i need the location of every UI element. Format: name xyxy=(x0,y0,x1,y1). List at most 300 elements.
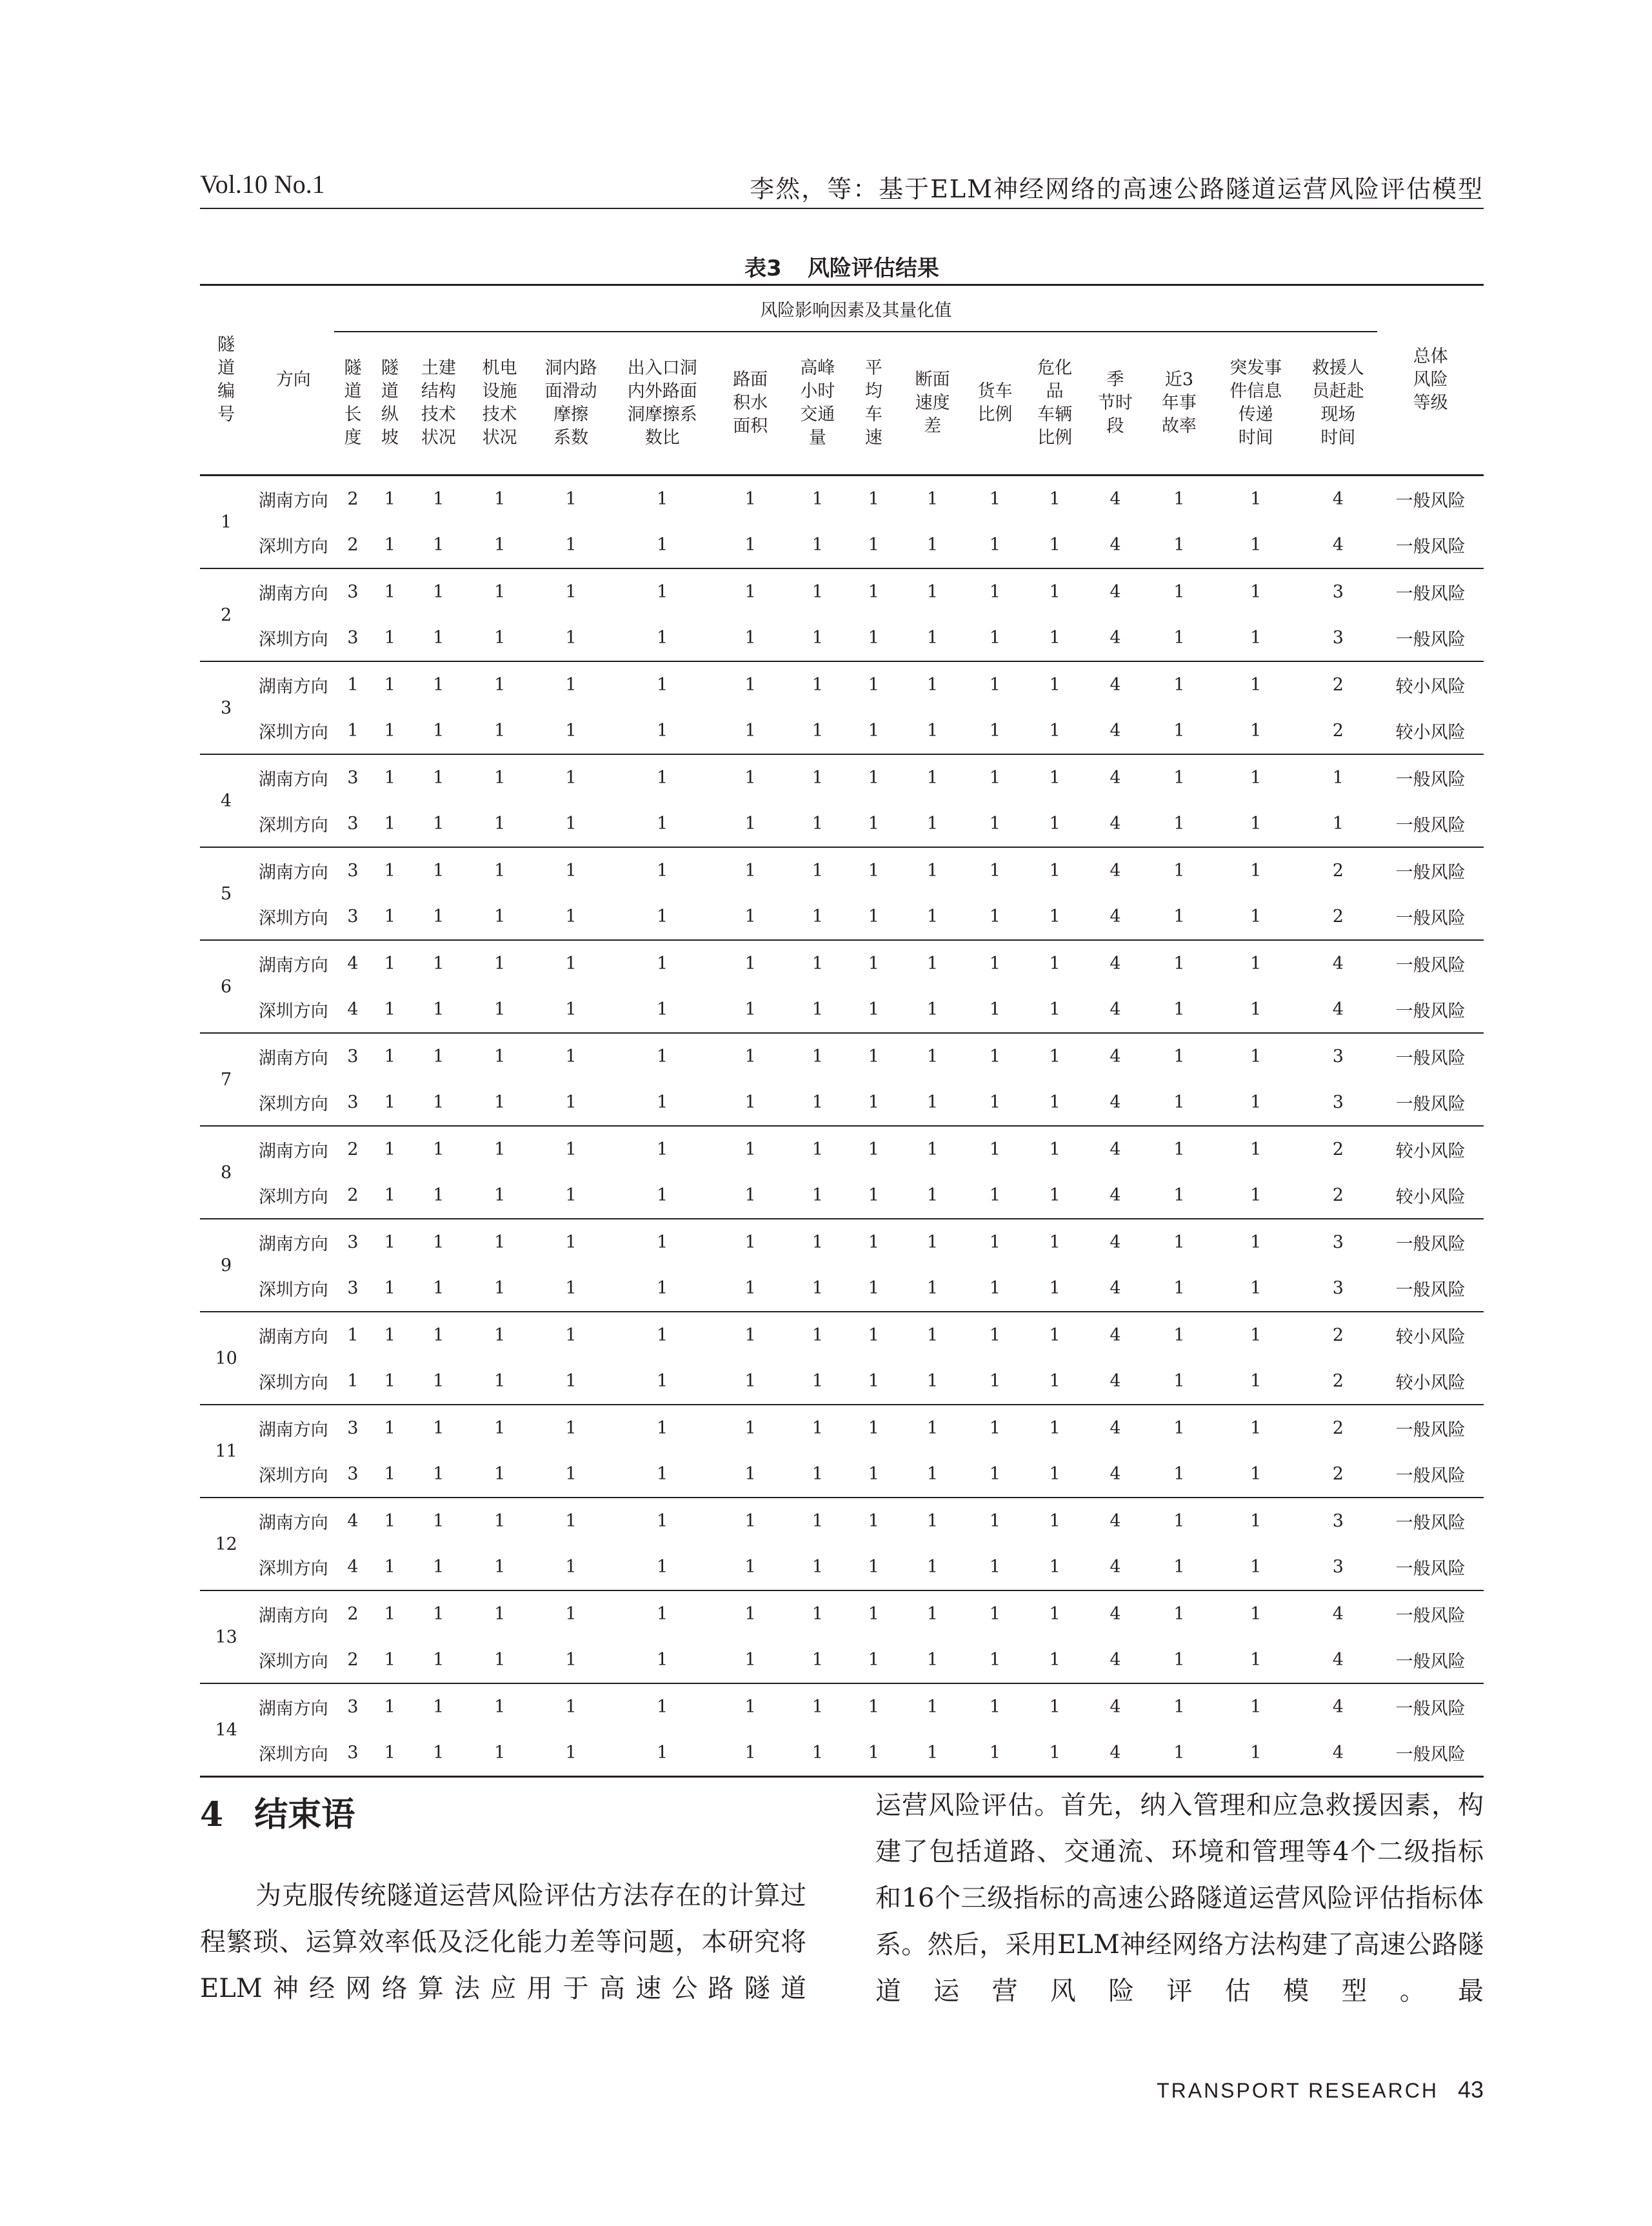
factor-value-cell: 3 xyxy=(1299,1079,1377,1126)
factor-value-cell: 4 xyxy=(1110,489,1121,509)
factor-value-cell: 1 xyxy=(1049,1232,1060,1252)
risk-level-cell: 一般风险 xyxy=(1395,770,1466,790)
table-body xyxy=(200,476,1484,1777)
factor-value-cell: 1 xyxy=(433,1139,444,1159)
section-heading xyxy=(200,1787,355,1836)
factor-value-cell: 1 xyxy=(1213,894,1299,940)
factor-value-cell: 1 xyxy=(788,1730,848,1777)
factor-value-cell: 1 xyxy=(494,1697,506,1717)
factor-value-cell: 1 xyxy=(848,1172,899,1219)
factor-value-cell: 1 xyxy=(1049,1047,1060,1067)
factor-value-cell: 3 xyxy=(334,801,371,847)
factor-value-cell: 1 xyxy=(989,1697,1001,1717)
factor-value-cell: 1 xyxy=(848,1265,899,1312)
direction-cell: 湖南方向 xyxy=(258,1327,328,1347)
header-factor: 出入口洞 内外路面 洞摩擦系 数比 xyxy=(612,332,713,476)
factor-value-cell: 1 xyxy=(989,954,1001,974)
factor-value-cell: 1 xyxy=(989,582,1001,602)
tunnel-id-cell: 2 xyxy=(200,568,252,661)
factor-value-cell: 1 xyxy=(848,708,899,754)
risk-level-cell: 一般风险 xyxy=(1377,1544,1484,1590)
factor-value-cell: 1 xyxy=(372,1079,408,1126)
factor-value-cell: 1 xyxy=(848,615,899,661)
risk-level-cell: 一般风险 xyxy=(1395,1234,1466,1254)
risk-level-cell: 较小风险 xyxy=(1377,1358,1484,1405)
factor-value-cell: 1 xyxy=(926,675,939,695)
page-footer xyxy=(1157,2076,1484,2103)
factor-value-cell: 1 xyxy=(408,894,469,940)
factor-value-cell: 1 xyxy=(1299,801,1377,847)
factor-value-cell: 1 xyxy=(565,1697,577,1717)
factor-value-cell: 1 xyxy=(657,675,668,695)
factor-value-cell: 1 xyxy=(811,675,824,695)
factor-value-cell: 1 xyxy=(1173,768,1185,788)
factor-value-cell: 1 xyxy=(1173,675,1185,695)
factor-value-cell: 1 xyxy=(657,1232,668,1252)
factor-value-cell: 4 xyxy=(1110,1511,1121,1531)
factor-value-cell: 1 xyxy=(469,1079,531,1126)
table-row xyxy=(200,1683,1484,1730)
factor-value-cell: 1 xyxy=(372,522,408,568)
factor-value-cell: 1 xyxy=(1049,1697,1060,1717)
factor-value-cell: 1 xyxy=(1024,522,1085,568)
factor-value-cell: 1 xyxy=(848,801,899,847)
factor-value-cell: 1 xyxy=(384,1697,395,1717)
factor-value-cell: 4 xyxy=(1085,1265,1146,1312)
risk-level-cell: 较小风险 xyxy=(1395,677,1466,697)
tunnel-id-cell: 13 xyxy=(200,1590,252,1683)
factor-value-cell: 1 xyxy=(811,489,824,509)
factor-value-cell: 1 xyxy=(565,1047,577,1067)
factor-value-cell: 1 xyxy=(1173,489,1185,509)
header-row-top xyxy=(200,285,1484,332)
factor-value-cell: 1 xyxy=(1049,768,1060,788)
factor-value-cell: 1 xyxy=(1250,489,1262,509)
factor-value-cell: 1 xyxy=(926,768,939,788)
factor-value-cell: 3 xyxy=(347,1232,359,1252)
factor-value-cell: 4 xyxy=(1110,1325,1121,1345)
factor-value-cell: 1 xyxy=(1250,675,1262,695)
factor-value-cell: 1 xyxy=(1024,1637,1085,1683)
factor-value-cell: 4 xyxy=(1085,615,1146,661)
factor-value-cell: 3 xyxy=(347,768,359,788)
direction-cell: 深圳方向 xyxy=(252,1544,334,1590)
direction-cell: 深圳方向 xyxy=(252,987,334,1033)
factor-value-cell: 1 xyxy=(744,1697,756,1717)
factor-value-cell: 3 xyxy=(334,1079,371,1126)
factor-value-cell: 1 xyxy=(384,1418,395,1438)
factor-value-cell: 4 xyxy=(1110,768,1121,788)
direction-cell: 湖南方向 xyxy=(258,1513,328,1533)
factor-value-cell: 1 xyxy=(565,1232,577,1252)
factor-value-cell: 1 xyxy=(469,1730,531,1777)
factor-value-cell: 4 xyxy=(1085,1079,1146,1126)
factor-value-cell: 1 xyxy=(713,615,788,661)
factor-value-cell: 1 xyxy=(494,1047,506,1067)
factor-value-cell: 1 xyxy=(868,954,880,974)
risk-level-cell: 较小风险 xyxy=(1377,708,1484,754)
factor-value-cell: 1 xyxy=(966,708,1025,754)
factor-value-cell: 3 xyxy=(347,861,359,881)
risk-level-cell: 一般风险 xyxy=(1377,1451,1484,1498)
factor-value-cell: 1 xyxy=(989,861,1001,881)
factor-value-cell: 4 xyxy=(1110,582,1121,602)
factor-value-cell: 1 xyxy=(989,675,1001,695)
direction-cell: 湖南方向 xyxy=(258,863,328,883)
factor-value-cell: 1 xyxy=(657,1139,668,1159)
footer-journal-name: TRANSPORT RESEARCH xyxy=(1157,2079,1438,2102)
factor-value-cell: 1 xyxy=(531,1544,612,1590)
direction-cell: 湖南方向 xyxy=(258,956,328,976)
factor-value-cell: 1 xyxy=(408,522,469,568)
running-head-volume: Vol.10 No.1 xyxy=(200,170,325,199)
factor-value-cell: 1 xyxy=(384,1047,395,1067)
factor-value-cell: 3 xyxy=(1299,1544,1377,1590)
factor-value-cell: 1 xyxy=(1213,1637,1299,1683)
factor-value-cell: 1 xyxy=(408,801,469,847)
header-factor: 隧 道 纵 坡 xyxy=(372,332,408,476)
factor-value-cell: 1 xyxy=(848,1544,899,1590)
table-row xyxy=(200,1637,1484,1683)
factor-value-cell: 4 xyxy=(1085,1172,1146,1219)
factor-value-cell: 1 xyxy=(900,615,966,661)
factor-value-cell: 1 xyxy=(811,1139,824,1159)
header-rule xyxy=(200,208,1484,209)
direction-cell: 湖南方向 xyxy=(258,770,328,790)
factor-value-cell: 2 xyxy=(347,1139,359,1159)
factor-value-cell: 1 xyxy=(531,1451,612,1498)
table-row xyxy=(200,847,1484,894)
risk-level-cell: 一般风险 xyxy=(1377,1079,1484,1126)
page-number: 43 xyxy=(1457,2076,1484,2103)
factor-value-cell: 1 xyxy=(989,1418,1001,1438)
factor-value-cell: 1 xyxy=(565,768,577,788)
factor-value-cell: 1 xyxy=(788,1079,848,1126)
tunnel-id-cell: 12 xyxy=(200,1498,252,1590)
factor-value-cell: 4 xyxy=(1110,1047,1121,1067)
factor-value-cell: 1 xyxy=(1024,1079,1085,1126)
factor-value-cell: 1 xyxy=(494,1511,506,1531)
tunnel-id-cell: 6 xyxy=(200,940,252,1033)
header-factor: 隧 道 长 度 xyxy=(334,332,371,476)
header-factor: 路面 积水 面积 xyxy=(713,332,788,476)
factor-value-cell: 1 xyxy=(926,489,939,509)
factor-value-cell: 4 xyxy=(1110,861,1121,881)
factor-value-cell: 1 xyxy=(1024,894,1085,940)
factor-value-cell: 3 xyxy=(1332,1047,1344,1067)
factor-value-cell: 3 xyxy=(334,615,371,661)
factor-value-cell: 1 xyxy=(868,861,880,881)
factor-value-cell: 3 xyxy=(334,1265,371,1312)
factor-value-cell: 1 xyxy=(433,675,444,695)
factor-value-cell: 1 xyxy=(1250,1139,1262,1159)
factor-value-cell: 1 xyxy=(989,1232,1001,1252)
factor-value-cell: 3 xyxy=(1332,1232,1344,1252)
factor-value-cell: 2 xyxy=(1332,675,1344,695)
factor-value-cell: 1 xyxy=(1146,1079,1213,1126)
risk-level-cell: 较小风险 xyxy=(1395,1327,1466,1347)
factor-value-cell: 1 xyxy=(1024,1451,1085,1498)
factor-value-cell: 1 xyxy=(966,1358,1025,1405)
header-factor: 断面 速度 差 xyxy=(900,332,966,476)
factor-value-cell: 1 xyxy=(848,522,899,568)
factor-value-cell: 1 xyxy=(926,582,939,602)
factor-value-cell: 1 xyxy=(744,489,756,509)
running-head-article-title: 李然，等：基于ELM神经网络的高速公路隧道运营风险评估模型 xyxy=(750,175,1484,203)
factor-value-cell: 4 xyxy=(347,1511,359,1531)
factor-value-cell: 1 xyxy=(926,1511,939,1531)
header-row-factors xyxy=(200,332,1484,476)
factor-value-cell: 1 xyxy=(966,894,1025,940)
factor-value-cell: 1 xyxy=(565,954,577,974)
factor-value-cell: 1 xyxy=(966,1172,1025,1219)
factor-value-cell: 1 xyxy=(469,1358,531,1405)
factor-value-cell: 1 xyxy=(926,1604,939,1624)
risk-level-cell: 一般风险 xyxy=(1395,584,1466,604)
risk-level-cell: 一般风险 xyxy=(1395,1513,1466,1533)
factor-value-cell: 1 xyxy=(811,954,824,974)
direction-cell: 湖南方向 xyxy=(258,1141,328,1161)
factor-value-cell: 4 xyxy=(1085,987,1146,1033)
factor-value-cell: 1 xyxy=(1146,1637,1213,1683)
factor-value-cell: 1 xyxy=(900,1451,966,1498)
factor-value-cell: 1 xyxy=(384,1325,395,1345)
factor-value-cell: 1 xyxy=(788,1544,848,1590)
factor-value-cell: 1 xyxy=(372,1730,408,1777)
factor-value-cell: 1 xyxy=(1213,1172,1299,1219)
factor-value-cell: 1 xyxy=(372,1637,408,1683)
tunnel-id-cell: 9 xyxy=(200,1219,252,1312)
body-paragraph-left: 为克服传统隧道运营风险评估方法存在的计算过程繁琐、运算效率低及泛化能力差等问题，本研究将ELM神经网络算法应用于高速公路隧道 xyxy=(200,1881,806,2003)
tunnel-id-cell: 14 xyxy=(200,1683,252,1777)
risk-level-cell: 一般风险 xyxy=(1395,1420,1466,1440)
header-total-risk-level: 总体 风险 等级 xyxy=(1377,285,1484,476)
body-paragraph-right: 运营风险评估。首先，纳入管理和应急救援因素，构建了包括道路、交通流、环境和管理等4个二级指标和16个三级指标的高速公路隧道运营风险评估指标体系。然后，采用ELM神经网络方法构建了高速公路隧道运营风险评估模型。最 xyxy=(875,1790,1484,2006)
factor-value-cell: 1 xyxy=(1250,768,1262,788)
factor-value-cell: 1 xyxy=(744,675,756,695)
risk-assessment-table xyxy=(200,284,1484,1778)
factor-value-cell: 4 xyxy=(1110,675,1121,695)
factor-value-cell: 1 xyxy=(811,1697,824,1717)
factor-value-cell: 1 xyxy=(433,582,444,602)
factor-value-cell: 1 xyxy=(713,1637,788,1683)
factor-value-cell: 2 xyxy=(1299,1451,1377,1498)
factor-value-cell: 1 xyxy=(1213,987,1299,1033)
factor-value-cell: 1 xyxy=(744,1511,756,1531)
factor-value-cell: 1 xyxy=(1146,1265,1213,1312)
factor-value-cell: 1 xyxy=(1250,1511,1262,1531)
factor-value-cell: 1 xyxy=(868,489,880,509)
risk-level-cell: 一般风险 xyxy=(1395,863,1466,883)
factor-value-cell: 1 xyxy=(408,1637,469,1683)
factor-value-cell: 1 xyxy=(788,1637,848,1683)
risk-level-cell: 一般风险 xyxy=(1377,987,1484,1033)
factor-value-cell: 2 xyxy=(1332,1325,1344,1345)
factor-value-cell: 1 xyxy=(384,582,395,602)
factor-value-cell: 3 xyxy=(1332,1511,1344,1531)
factor-value-cell: 1 xyxy=(372,1544,408,1590)
factor-value-cell: 1 xyxy=(372,615,408,661)
factor-value-cell: 1 xyxy=(868,1511,880,1531)
factor-value-cell: 3 xyxy=(347,582,359,602)
factor-value-cell: 3 xyxy=(334,1451,371,1498)
factor-value-cell: 1 xyxy=(966,522,1025,568)
factor-value-cell: 1 xyxy=(1213,801,1299,847)
factor-value-cell: 1 xyxy=(788,801,848,847)
table-row xyxy=(200,615,1484,661)
factor-value-cell: 2 xyxy=(1299,894,1377,940)
factor-value-cell: 1 xyxy=(372,1265,408,1312)
factor-value-cell: 1 xyxy=(433,1418,444,1438)
factor-value-cell: 1 xyxy=(713,1172,788,1219)
header-tunnel-id: 隧 道 编 号 xyxy=(200,285,252,476)
table-row xyxy=(200,1451,1484,1498)
factor-value-cell: 4 xyxy=(1299,1637,1377,1683)
table-row xyxy=(200,1265,1484,1312)
factor-value-cell: 1 xyxy=(811,1418,824,1438)
risk-level-cell: 较小风险 xyxy=(1377,1172,1484,1219)
factor-value-cell: 1 xyxy=(657,954,668,974)
factor-value-cell: 1 xyxy=(926,1697,939,1717)
direction-cell: 湖南方向 xyxy=(258,1234,328,1254)
factor-value-cell: 1 xyxy=(408,1079,469,1126)
factor-value-cell: 1 xyxy=(744,1139,756,1159)
factor-value-cell: 1 xyxy=(989,1047,1001,1067)
factor-value-cell: 1 xyxy=(1146,987,1213,1033)
factor-value-cell: 1 xyxy=(868,1697,880,1717)
factor-value-cell: 1 xyxy=(657,1511,668,1531)
factor-value-cell: 1 xyxy=(900,1544,966,1590)
factor-value-cell: 4 xyxy=(1110,1697,1121,1717)
factor-value-cell: 1 xyxy=(1049,1604,1060,1624)
factor-value-cell: 1 xyxy=(494,1604,506,1624)
factor-value-cell: 1 xyxy=(469,708,531,754)
factor-value-cell: 1 xyxy=(612,1637,713,1683)
factor-value-cell: 1 xyxy=(811,582,824,602)
factor-value-cell: 1 xyxy=(1250,582,1262,602)
factor-value-cell: 1 xyxy=(1146,801,1213,847)
factor-value-cell: 1 xyxy=(1024,1730,1085,1777)
factor-value-cell: 1 xyxy=(372,708,408,754)
factor-value-cell: 1 xyxy=(433,954,444,974)
factor-value-cell: 1 xyxy=(433,489,444,509)
table-row xyxy=(200,987,1484,1033)
factor-value-cell: 2 xyxy=(347,489,359,509)
factor-value-cell: 1 xyxy=(966,1730,1025,1777)
factor-value-cell: 1 xyxy=(966,1637,1025,1683)
factor-value-cell: 1 xyxy=(494,582,506,602)
factor-value-cell: 1 xyxy=(788,522,848,568)
factor-value-cell: 4 xyxy=(1085,1451,1146,1498)
factor-value-cell: 1 xyxy=(1173,582,1185,602)
factor-value-cell: 1 xyxy=(848,1451,899,1498)
factor-value-cell: 4 xyxy=(1332,489,1344,509)
direction-cell: 湖南方向 xyxy=(258,1699,328,1719)
direction-cell: 深圳方向 xyxy=(252,1079,334,1126)
factor-value-cell: 1 xyxy=(848,1079,899,1126)
factor-value-cell: 1 xyxy=(1049,1139,1060,1159)
header-factor: 近3 年事 故率 xyxy=(1146,332,1213,476)
risk-level-cell: 一般风险 xyxy=(1395,1606,1466,1626)
factor-value-cell: 1 xyxy=(433,1232,444,1252)
factor-value-cell: 1 xyxy=(408,1358,469,1405)
factor-value-cell: 1 xyxy=(900,708,966,754)
factor-value-cell: 1 xyxy=(811,1047,824,1067)
factor-value-cell: 1 xyxy=(657,489,668,509)
factor-value-cell: 1 xyxy=(1213,1079,1299,1126)
factor-value-cell: 1 xyxy=(1173,1418,1185,1438)
table-row xyxy=(200,1405,1484,1451)
factor-value-cell: 1 xyxy=(788,894,848,940)
factor-value-cell: 4 xyxy=(334,987,371,1033)
factor-value-cell: 1 xyxy=(1213,615,1299,661)
factor-value-cell: 1 xyxy=(1024,987,1085,1033)
factor-value-cell: 1 xyxy=(713,1544,788,1590)
factor-value-cell: 1 xyxy=(384,1511,395,1531)
factor-value-cell: 1 xyxy=(334,1358,371,1405)
factor-value-cell: 1 xyxy=(966,1079,1025,1126)
risk-level-cell: 一般风险 xyxy=(1395,956,1466,976)
factor-value-cell: 4 xyxy=(1085,1730,1146,1777)
section-title: 结束语 xyxy=(254,1795,355,1834)
direction-cell: 湖南方向 xyxy=(258,1048,328,1068)
factor-value-cell: 1 xyxy=(469,1451,531,1498)
table-caption xyxy=(200,250,1484,282)
factor-value-cell: 1 xyxy=(989,1325,1001,1345)
factor-value-cell: 1 xyxy=(469,1265,531,1312)
table-row xyxy=(200,1219,1484,1265)
factor-value-cell: 4 xyxy=(1110,1139,1121,1159)
factor-value-cell: 1 xyxy=(494,1232,506,1252)
factor-value-cell: 1 xyxy=(565,1604,577,1624)
factor-value-cell: 1 xyxy=(657,1047,668,1067)
factor-value-cell: 1 xyxy=(531,1079,612,1126)
factor-value-cell: 1 xyxy=(494,954,506,974)
factor-value-cell: 1 xyxy=(713,894,788,940)
table-row xyxy=(200,1730,1484,1777)
factor-value-cell: 1 xyxy=(565,582,577,602)
direction-cell: 湖南方向 xyxy=(258,584,328,604)
factor-value-cell: 1 xyxy=(612,1730,713,1777)
factor-value-cell: 1 xyxy=(1332,768,1344,788)
factor-value-cell: 1 xyxy=(372,894,408,940)
factor-value-cell: 1 xyxy=(900,522,966,568)
factor-value-cell: 1 xyxy=(433,1511,444,1531)
factor-value-cell: 4 xyxy=(1085,708,1146,754)
factor-value-cell: 1 xyxy=(900,894,966,940)
factor-value-cell: 1 xyxy=(926,1232,939,1252)
factor-value-cell: 1 xyxy=(744,1604,756,1624)
factor-value-cell: 1 xyxy=(612,1265,713,1312)
factor-value-cell: 1 xyxy=(788,987,848,1033)
factor-value-cell: 1 xyxy=(657,861,668,881)
header-factor: 救援人 员赶赴 现场 时间 xyxy=(1299,332,1377,476)
factor-value-cell: 1 xyxy=(1173,1139,1185,1159)
risk-level-cell: 较小风险 xyxy=(1395,1141,1466,1161)
factor-value-cell: 1 xyxy=(612,1358,713,1405)
table-row xyxy=(200,568,1484,615)
factor-value-cell: 1 xyxy=(565,675,577,695)
factor-value-cell: 1 xyxy=(900,987,966,1033)
risk-level-cell: 一般风险 xyxy=(1377,522,1484,568)
table-row xyxy=(200,1590,1484,1637)
factor-value-cell: 1 xyxy=(1173,1604,1185,1624)
table-row xyxy=(200,1126,1484,1172)
factor-value-cell: 1 xyxy=(900,1265,966,1312)
factor-value-cell: 1 xyxy=(384,768,395,788)
factor-value-cell: 1 xyxy=(966,801,1025,847)
table-row xyxy=(200,940,1484,987)
